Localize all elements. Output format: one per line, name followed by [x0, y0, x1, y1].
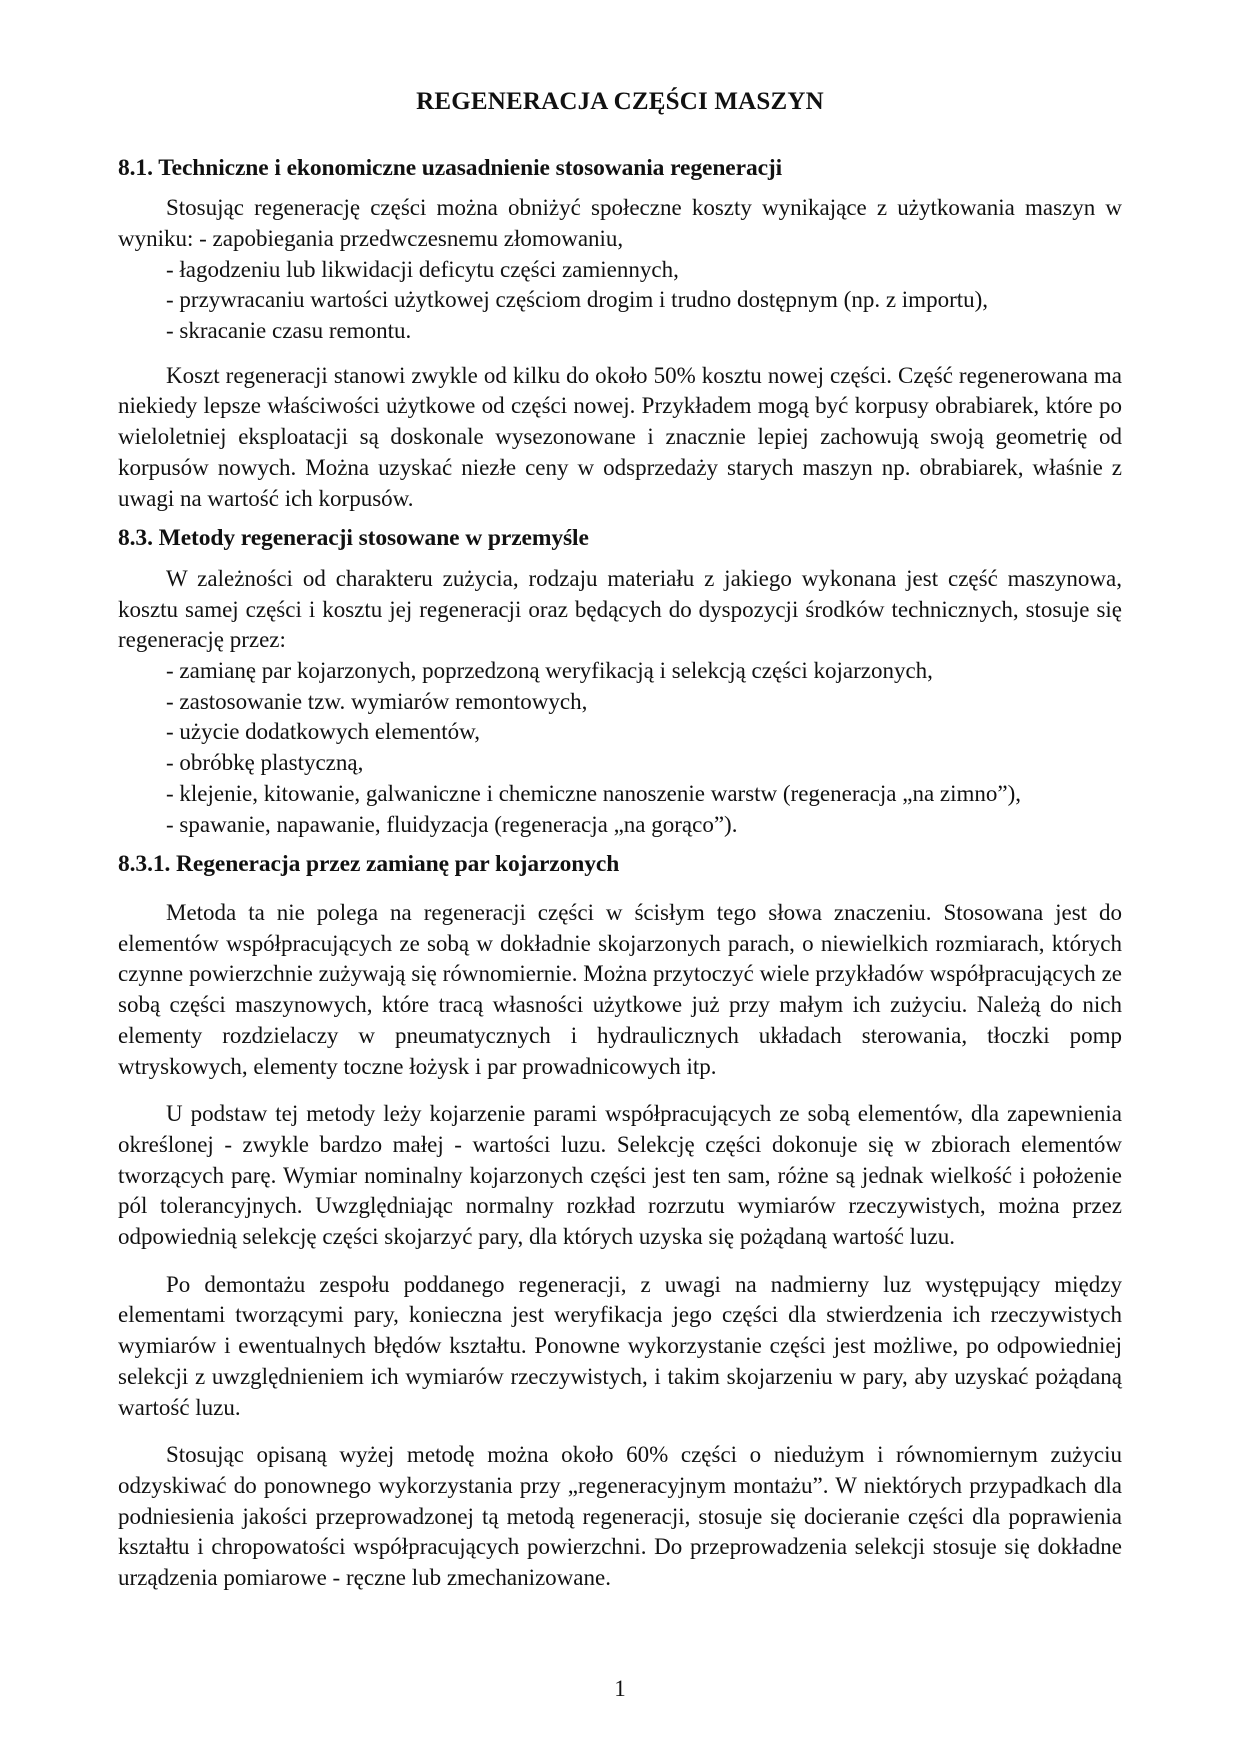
list-item: - zastosowanie tzw. wymiarów remontowych,: [166, 688, 588, 714]
list-item: - łagodzeniu lub likwidacji deficytu części zamiennych,: [166, 256, 679, 282]
spacer: [118, 1082, 1122, 1099]
list-item: - spawanie, napawanie, fluidyzacja (regeneracja „na gorąco”).: [166, 811, 738, 837]
list-item: - obróbkę plastyczną,: [166, 750, 364, 776]
page-number: 1: [614, 1676, 626, 1701]
list-item: - klejenie, kitowanie, galwaniczne i chemiczne nanoszenie warstw (regeneracja „na zimno”),: [166, 780, 1022, 806]
paragraph-8-1-intro: Stosując regenerację części można obniżyć społeczne koszty wynikające z użytkowania maszyn w wyniku: - zapobiegania przedwczesnemu złomowaniu,: [118, 195, 1122, 251]
paragraph-8-3-1-a: Metoda ta nie polega na regeneracji części w ścisłym tego słowa znaczeniu. Stosowana jest do elementów współpracujących ze sobą w dokładnie skojarzonych parach, o niewielkich rozmiarach, których czynne powierzchnie zużywają się równomiernie. Można przytoczyć wiele przykładów współpracujących ze sobą części maszynowych, które tracą własności użytkowe już przy małym ich zużyciu. Należą do nich elementy rozdzielaczy w pneumatycznych i hydraulicznych układach sterowania, tłoczki pomp wtryskowych, elementy toczne łożysk i par prowadnicowych itp.: [118, 900, 1122, 1079]
spacer: [118, 347, 1122, 361]
paragraph-8-1-cost: Koszt regeneracji stanowi zwykle od kilku do około 50% kosztu nowej części. Część regenerowana ma niekiedy lepsze właściwości użytkowe od części nowej. Przykładem mogą być korpusy obrabiarek, które po wieloletniej eksploatacji są doskonale wysezonowane i znacznie lepiej zachowują swoją geometrię od korpusów nowych. Można uzyskać niezłe ceny w odsprzedaży starych maszyn np. obrabiarek, właśnie z uwagi na wartość ich korpusów.: [118, 362, 1122, 511]
section-heading-8-1: 8.1. Techniczne i ekonomiczne uzasadnienie stosowania regeneracji: [118, 154, 783, 181]
paragraph-8-3-intro: W zależności od charakteru zużycia, rodzaju materiału z jakiego wykonana jest część maszynowa, kosztu samej części i kosztu jej regeneracji oraz będących do dyspozycji środków technicznych, stosuje się regenerację przez:: [118, 565, 1122, 653]
spacer: [118, 840, 1122, 849]
list-8-1: [118, 255, 1122, 347]
spacer: [118, 119, 1122, 153]
list-item: - skracanie czasu remontu.: [166, 318, 412, 344]
list-8-3: [118, 656, 1122, 840]
list-item: - zamianę par kojarzonych, poprzedzoną weryfikacją i selekcją części kojarzonych,: [166, 658, 933, 684]
section-heading-8-3: 8.3. Metody regeneracji stosowane w przemyśle: [118, 525, 589, 552]
paragraph-8-3-1-d: Stosując opisaną wyżej metodę można około 60% części o niedużym i równomiernym zużyciu odzyskiwać do ponownego wykorzystania przy „regeneracyjnym montażu”. W niektórych przypadkach dla podniesienia jakości przeprowadzonej tą metodą regeneracji, stosuje się docieranie części dla poprawienia kształtu i chropowatości współpracujących powierzchni. Do przeprowadzenia selekcji stosuje się dokładne urządzenia pomiarowe - ręczne lub zmechanizowane.: [118, 1442, 1122, 1591]
list-item: - użycie dodatkowych elementów,: [166, 719, 481, 745]
list-item: - przywracaniu wartości użytkowej częściom drogim i trudno dostępnym (np. z importu),: [166, 287, 989, 313]
paragraph-8-3-1-c: Po demontażu zespołu poddanego regeneracji, z uwagi na nadmierny luz występujący między elementami tworzącymi pary, konieczna jest weryfikacja jego części dla stwierdzenia ich rzeczywistych wymiarów i ewentualnych błędów kształtu. Ponowne wykorzystanie części jest możliwe, po odpowiedniej selekcji z uwzględnieniem ich wymiarów rzeczywistych, i takim skojarzeniu w pary, aby uzyskać pożądaną wartość luzu.: [118, 1271, 1122, 1420]
spacer: [118, 1423, 1122, 1440]
spacer: [118, 881, 1122, 898]
spacer: [118, 514, 1122, 523]
paragraph-8-3-1-b: U podstaw tej metody leży kojarzenie parami współpracujących ze sobą elementów, dla zapewnienia określonej - zwykle bardzo małej - wartości luzu. Selekcję części dokonuje się w zbiorach elementów tworzących parę. Wymiar nominalny kojarzonych części jest ten sam, różne są jednak wielkość i położenie pól tolerancyjnych. Uwzględniając normalny rozkład rozrzutu wymiarów rzeczywistych, można przez odpowiednią selekcję części skojarzyć pary, dla których uzyska się pożądaną wartość luzu.: [118, 1101, 1122, 1250]
page-title: REGENERACJA CZĘŚCI MASZYN: [416, 88, 824, 115]
spacer: [118, 555, 1122, 564]
spacer: [118, 1253, 1122, 1270]
spacer: [118, 184, 1122, 193]
section-heading-8-3-1: 8.3.1. Regeneracja przez zamianę par kojarzonych: [118, 851, 620, 878]
